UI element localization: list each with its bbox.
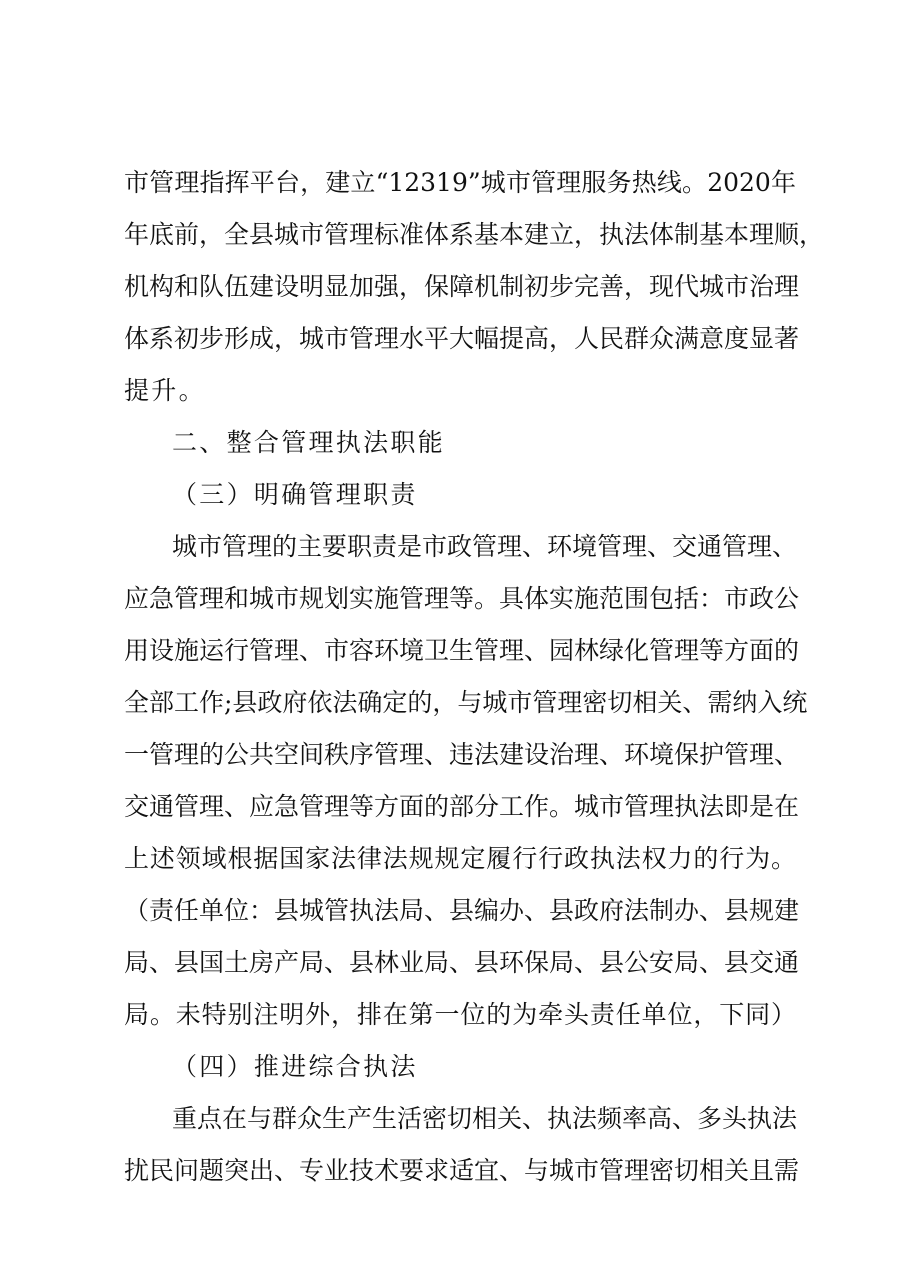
subsection-heading: （四）推进综合执法 <box>172 1052 418 1081</box>
text-line: 体系初步形成，城市管理水平大幅提高，人民群众满意度显著 <box>124 324 800 353</box>
text-line: 提升。 <box>124 376 206 405</box>
text-line: 上述领域根据国家法律法规规定履行行政执法权力的行为。 <box>124 844 796 873</box>
text-line: 全部工作;县政府依法确定的，与城市管理密切相关、需纳入统 <box>124 688 808 717</box>
text-line: 城市管理的主要职责是市政管理、环境管理、交通管理、 <box>172 532 798 561</box>
text-line: 重点在与群众生产生活密切相关、执法频率高、多头执法 <box>172 1104 798 1133</box>
subsection-heading: （三）明确管理职责 <box>172 480 418 509</box>
text-line: 局。未特别注明外，排在第一位的为牵头责任单位，下同） <box>124 1000 796 1029</box>
text-line: （责任单位：县城管执法局、县编办、县政府法制办、县规建 <box>124 896 800 925</box>
section-heading: 二、整合管理执法职能 <box>172 428 446 457</box>
text-line: 局、县国土房产局、县林业局、县环保局、县公安局、县交通 <box>124 948 800 977</box>
text-line: 用设施运行管理、市容环境卫生管理、园林绿化管理等方面的 <box>124 636 800 665</box>
text-line: 应急管理和城市规划实施管理等。具体实施范围包括：市政公 <box>124 584 800 613</box>
text-line: 扰民问题突出、专业技术要求适宜、与城市管理密切相关且需 <box>124 1156 800 1185</box>
text-line: 市管理指挥平台，建立“12319”城市管理服务热线。2020年 <box>124 168 796 197</box>
text-line: 交通管理、应急管理等方面的部分工作。城市管理执法即是在 <box>124 792 800 821</box>
text-line: 年底前，全县城市管理标准体系基本建立，执法体制基本理顺， <box>124 220 825 249</box>
text-line: 机构和队伍建设明显加强，保障机制初步完善，现代城市治理 <box>124 272 800 301</box>
text-line: 一管理的公共空间秩序管理、违法建设治理、环境保护管理、 <box>124 740 800 769</box>
